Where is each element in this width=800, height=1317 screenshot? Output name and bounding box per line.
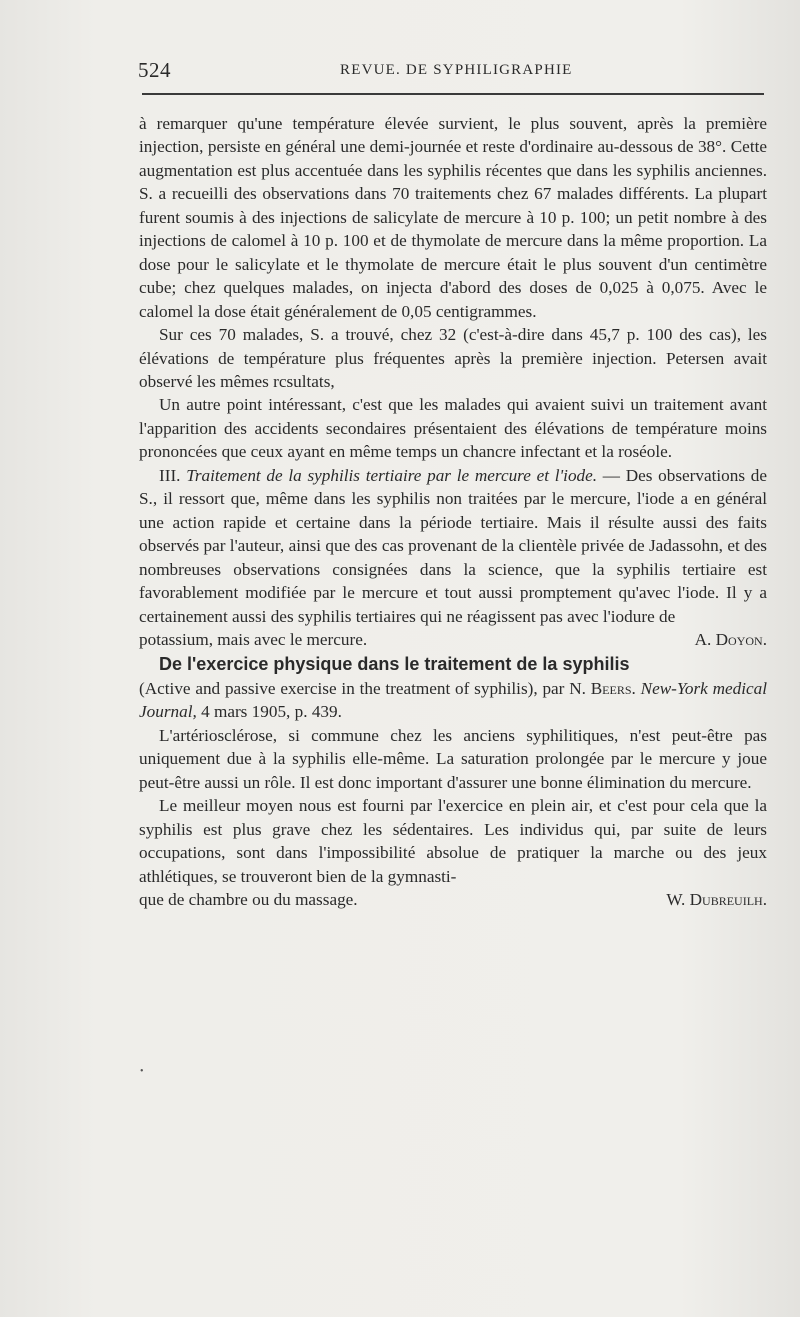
signature-line	[139, 888, 767, 911]
reference-subtitle: (Active and passive exercise in the treatment of syphilis), par N.	[139, 678, 586, 698]
paragraph: L'artériosclérose, si commune chez les anciens syphilitiques, n'est peut-être pas uniquement due à la syphilis elle-même. La saturation prolongée par le mercure y joue peut-être aussi un rôle. Il est donc important d'assurer une bonne élimination du mercure.	[139, 725, 767, 792]
paragraph	[139, 464, 767, 628]
header-rule	[142, 93, 764, 95]
author-signature: W. Dubreuilh.	[666, 889, 767, 909]
page-number: 524	[138, 58, 171, 82]
signature-line	[139, 628, 767, 651]
reference-line	[139, 677, 767, 724]
subsection-title: Traitement de la syphilis tertiaire par le mercure et l'iode.	[186, 465, 598, 485]
article-body	[139, 112, 767, 911]
page-header	[138, 58, 766, 88]
running-title: REVUE. DE SYPHILIGRAPHIE	[340, 62, 573, 78]
paragraph-text: potassium, mais avec le mercure.	[139, 629, 368, 649]
page-mark: •	[140, 1066, 144, 1077]
author-signature: A. Doyon.	[694, 629, 767, 649]
paragraph: à remarquer qu'une température élevée survient, le plus souvent, après la première injection, persiste en général une demi-journée et reste d'ordinaire au-dessous de 38°. Cette augmentation est plus accentuée dans les syphilis récentes que dans les syphilis anciennes. S. a recueilli des observations dans 70 traitements chez 67 malades différents. La plupart furent soumis à des injections de salicylate de mercure à 10 p. 100; un petit nombre à des injections de calomel à 10 p. 100 et de thymolate de mercure dans la même proportion. La dose pour le salicylate et le thymolate de mercure était le plus souvent d'un centimètre cube; chez quelques malades, on injecta d'abord des doses de 0,025 à 0,075. Avec le calomel la dose était généralement de 0,05 centigrammes.	[139, 114, 767, 321]
section-numeral: III.	[159, 465, 181, 485]
reference-author: Beers.	[590, 678, 636, 698]
paragraph-text: — Des observations de S., il ressort que, même dans les syphilis non traitées par le mercure, l'iode a en général une action rapide et certaine dans la période tertiaire. Mais il résulte aussi des faits observés par l'auteur, ainsi que des cas provenant de la clientèle privée de Jadassohn, et des nombreuses observations consignées dans la science, que la syphilis tertiaire est favorablement modifiée par le mercure et tout aussi promptement qu'avec l'iode. Il y a certainement aussi des syphilis tertiaires qui ne réagissent pas avec l'iodure de	[139, 465, 767, 626]
journal-name: New-York medical Journal,	[139, 678, 767, 722]
paragraph: Le meilleur moyen nous est fourni par l'exercice en plein air, et c'est pour cela que la syphilis est plus grave chez les sédentaires. Les individus qui, par suite de leurs occupations, sont dans l'impossibilité absolue de pratiquer la marche ou des jeux athlétiques, se trouveront bien de la gymnasti-	[139, 796, 767, 886]
paragraph-text: que de chambre ou du massage.	[139, 889, 358, 909]
paragraph: Un autre point intéressant, c'est que les malades qui avaient suivi un traitement avant l'apparition des accidents secondaires présentaient des élévations de température moins prononcées que ceux ayant en même temps un chancre infectant et la roséole.	[139, 395, 767, 462]
journal-citation: 4 mars 1905, p. 439.	[201, 702, 342, 722]
paragraph: Sur ces 70 malades, S. a trouvé, chez 32 (c'est-à-dire dans 45,7 p. 100 des cas), les élévations de température plus fréquentes après la première injection. Petersen avait observé les mêmes rcsultats,	[139, 325, 767, 391]
section-heading: De l'exercice physique dans le traitement de la syphilis	[159, 654, 630, 675]
